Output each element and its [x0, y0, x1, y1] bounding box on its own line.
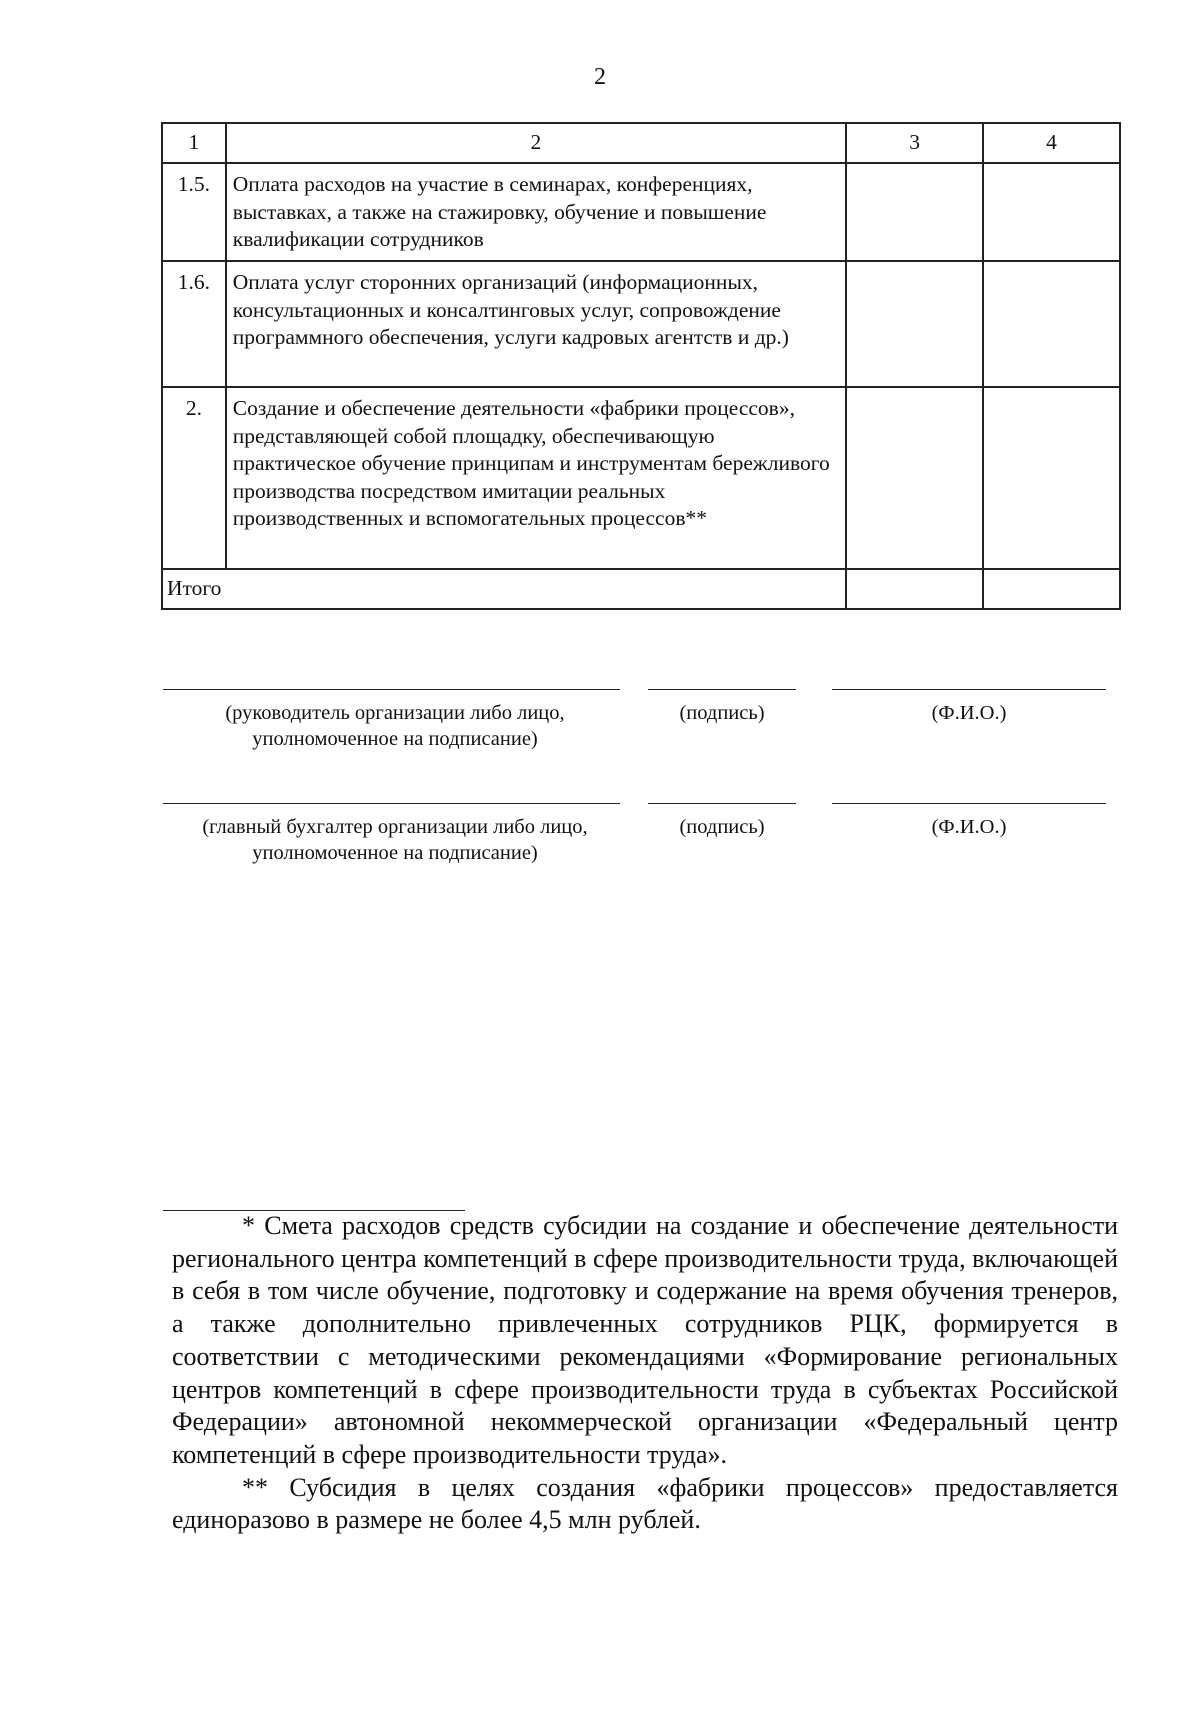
row-col-4: [983, 163, 1120, 261]
footnotes: [172, 1210, 1118, 1537]
signature-caption: (подпись): [679, 702, 765, 724]
header-col-2: 2: [226, 123, 846, 163]
row-number: 2.: [185, 396, 202, 420]
row-col-4: [983, 387, 1120, 569]
footnote-2: ** Субсидия в целях создания «фабрики процессов» предоставляется единоразово в размере не более 4,5 млн рублей.: [172, 1472, 1118, 1535]
signature-role-caption: (руководитель организации либо лицо, уполномоченное на подписание): [225, 702, 565, 750]
table-row: [162, 261, 1120, 387]
row-col-3: [846, 163, 983, 261]
total-row: [162, 569, 1120, 609]
fio-caption: (Ф.И.О.): [931, 816, 1007, 838]
row-number: 1.6.: [177, 270, 210, 294]
row-description: Оплата расходов на участие в семинарах, конференциях, выставках, а также на стажировку, обучение и повышение квалификации сотрудников: [232, 172, 767, 251]
row-number: 1.5.: [177, 172, 210, 196]
signature-line-sign: [648, 689, 796, 690]
signature-line-role: [163, 689, 620, 690]
fio-caption: (Ф.И.О.): [931, 702, 1007, 724]
footnote-1: * Смета расходов средств субсидии на создание и обеспечение деятельности регионального центра компетенций в сфере производительности труда, включающей в себя в том числе обучение, подготовку и содержание на время обучения тренеров, а также дополнительно привлеченных сотрудников РЦК, формируется в соответствии с методическими рекомендациями «Формирование региональных центров компетенций в сфере производительности труда в субъектах Российской Федерации» автономной некоммерческой организации «Федеральный центр компетенций в сфере производительности труда».: [172, 1211, 1118, 1469]
row-description: Создание и обеспечение деятельности «фабрики процессов», представляющей собой площадку, обеспечивающую практическое обучение принципам и инструментам бережливого производства посредством имитации реальных производственных и вспомогательных процессов**: [232, 396, 830, 530]
page-number: 2: [594, 64, 606, 90]
header-col-1: 1: [162, 123, 226, 163]
signature-role-caption: (главный бухгалтер организации либо лицо, уполномоченное на подписание): [202, 816, 588, 864]
signature-caption: (подпись): [679, 816, 765, 838]
total-col-3: [846, 569, 983, 609]
table-row: [162, 163, 1120, 261]
total-col-4: [983, 569, 1120, 609]
total-label: Итого: [162, 569, 846, 609]
header-col-4: 4: [983, 123, 1120, 163]
header-col-3: 3: [846, 123, 983, 163]
signature-line-fio: [832, 803, 1106, 804]
row-col-3: [846, 261, 983, 387]
signature-line-role: [163, 803, 620, 804]
row-col-3: [846, 387, 983, 569]
signature-line-fio: [832, 689, 1106, 690]
signature-line-sign: [648, 803, 796, 804]
row-col-4: [983, 261, 1120, 387]
table-header-row: [162, 123, 1120, 163]
row-description: Оплата услуг сторонних организаций (информационных, консультационных и консалтинговых услуг, сопровождение программного обеспечения, услуги кадровых агентств и др.): [232, 270, 789, 349]
expense-table: [161, 122, 1121, 610]
table-row: [162, 387, 1120, 569]
